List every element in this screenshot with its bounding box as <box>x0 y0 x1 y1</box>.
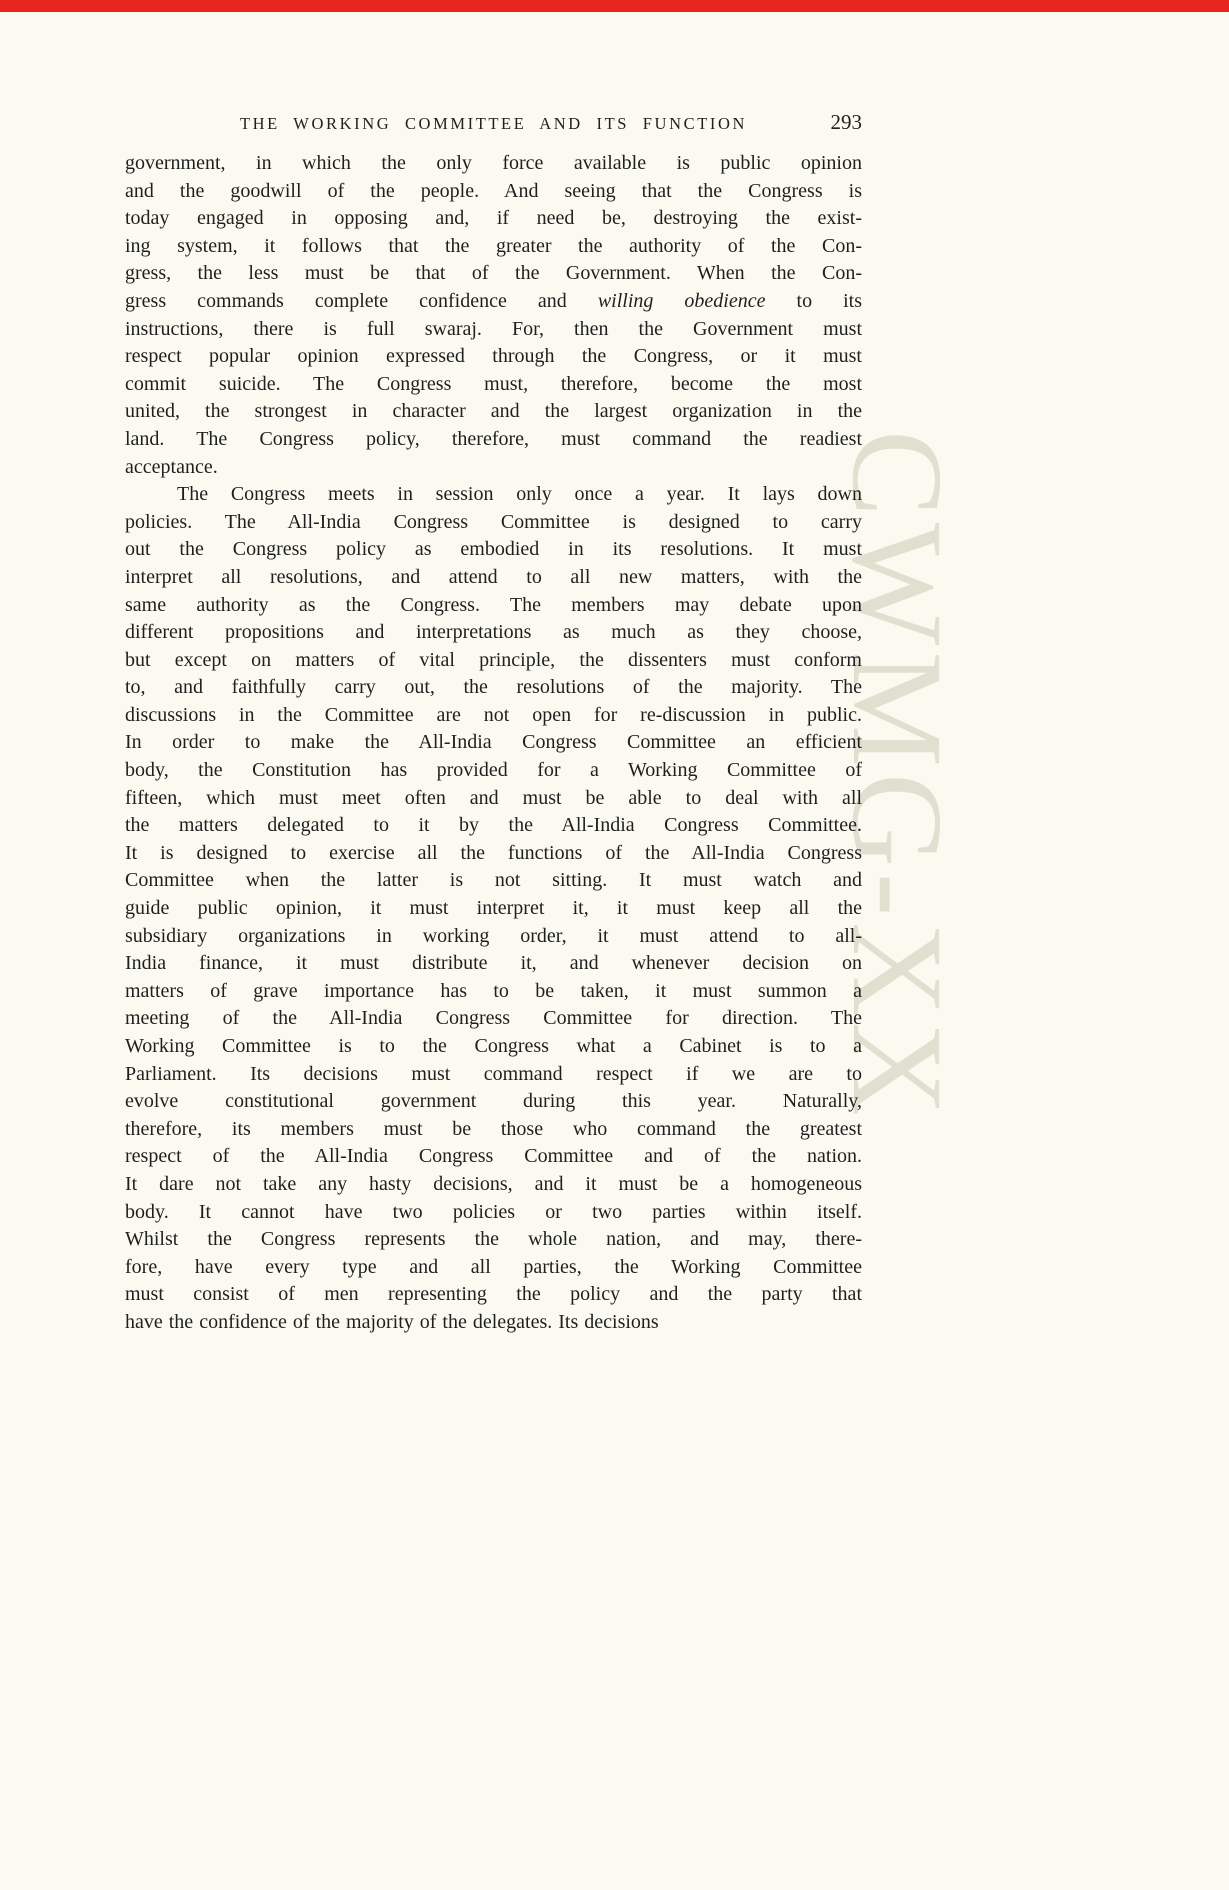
text-line: Working Committee is to the Congress what a Cabinet is to a <box>125 1035 862 1057</box>
text-line: subsidiary organizations in working order, it must attend to all- <box>125 924 862 947</box>
text-line: but except on matters of vital principle, the dissenters must conform <box>125 648 862 671</box>
text-line: guide public opinion, it must interpret it, it must keep all the <box>125 897 862 920</box>
text-line: body. It cannot have two policies or two parties within itself. <box>125 1200 862 1223</box>
text-line: India finance, it must distribute it, and whenever decision on <box>125 952 862 975</box>
text-line: land. The Congress policy, therefore, must command the readiest <box>125 427 862 450</box>
text-line: ing system, it follows that the greater the authority of the Con- <box>125 234 862 257</box>
text-line: body, the Constitution has provided for a Working Committee of <box>125 759 862 782</box>
text-line: It is designed to exercise all the functions of the All-India Congress <box>125 841 862 864</box>
text-line: respect popular opinion expressed through the Congress, or it must <box>125 345 862 368</box>
text-line: Whilst the Congress represents the whole nation, and may, there- <box>125 1228 862 1251</box>
text-line: fifteen, which must meet often and must be able to deal with all <box>125 786 862 809</box>
text-line: must consist of men representing the policy and the party that <box>125 1283 862 1306</box>
text-line: have the confidence of the majority of the delegates. Its decisions <box>125 1310 659 1333</box>
text-line: to, and faithfully carry out, the resolutions of the majority. The <box>125 676 862 699</box>
text-line: the matters delegated to it by the All-India Congress Committee. <box>125 814 862 837</box>
text-line: meeting of the All-India Congress Committee for direction. The <box>125 1007 862 1030</box>
text-line: respect of the All-India Congress Committee and of the nation. <box>125 1145 862 1168</box>
text-line: evolve constitutional government during this year. Naturally, <box>125 1090 862 1113</box>
text-line: acceptance. <box>125 455 218 478</box>
text-line: today engaged in opposing and, if need be, destroying the exist- <box>125 207 862 230</box>
running-header <box>125 110 862 140</box>
text-line: therefore, its members must be those who command the greatest <box>125 1117 862 1140</box>
text-line: matters of grave importance has to be taken, it must summon a <box>125 979 862 1002</box>
text-line: discussions in the Committee are not open for re-discussion in public. <box>125 703 862 726</box>
text-line: gress commands complete confidence and willing obedience to its <box>125 289 862 312</box>
text-line: policies. The All-India Congress Committee is designed to carry <box>125 510 862 533</box>
text-line: In order to make the All-India Congress Committee an efficient <box>125 731 862 754</box>
text-line: government, in which the only force available is public opinion <box>125 152 862 174</box>
body-text <box>125 150 862 1337</box>
text-line: interpret all resolutions, and attend to all new matters, with the <box>125 565 862 588</box>
text-line: Parliament. Its decisions must command respect if we are to <box>125 1062 862 1085</box>
text-line: Committee when the latter is not sitting. It must watch and <box>125 869 862 892</box>
text-line: The Congress meets in session only once a year. It lays down <box>177 483 862 506</box>
text-line: out the Congress policy as embodied in its resolutions. It must <box>125 538 862 561</box>
text-line: different propositions and interpretations as much as they choose, <box>125 621 862 644</box>
text-line: instructions, there is full swaraj. For, then the Government must <box>125 317 862 340</box>
scan-edge-red-bar <box>0 0 1229 12</box>
text-line: It dare not take any hasty decisions, and it must be a homogeneous <box>125 1172 862 1195</box>
text-line: gress, the less must be that of the Government. When the Con- <box>125 262 862 285</box>
text-line: commit suicide. The Congress must, therefore, become the most <box>125 372 862 395</box>
text-line: same authority as the Congress. The members may debate upon <box>125 593 862 616</box>
text-line: fore, have every type and all parties, the Working Committee <box>125 1255 862 1278</box>
running-header-title: THE WORKING COMMITTEE AND ITS FUNCTION <box>239 114 747 133</box>
page-number: 293 <box>830 110 862 134</box>
text-line: and the goodwill of the people. And seeing that the Congress is <box>125 179 862 202</box>
text-line: united, the strongest in character and the largest organization in the <box>125 400 862 423</box>
watermark-text: CWMG-XX <box>825 430 969 1122</box>
